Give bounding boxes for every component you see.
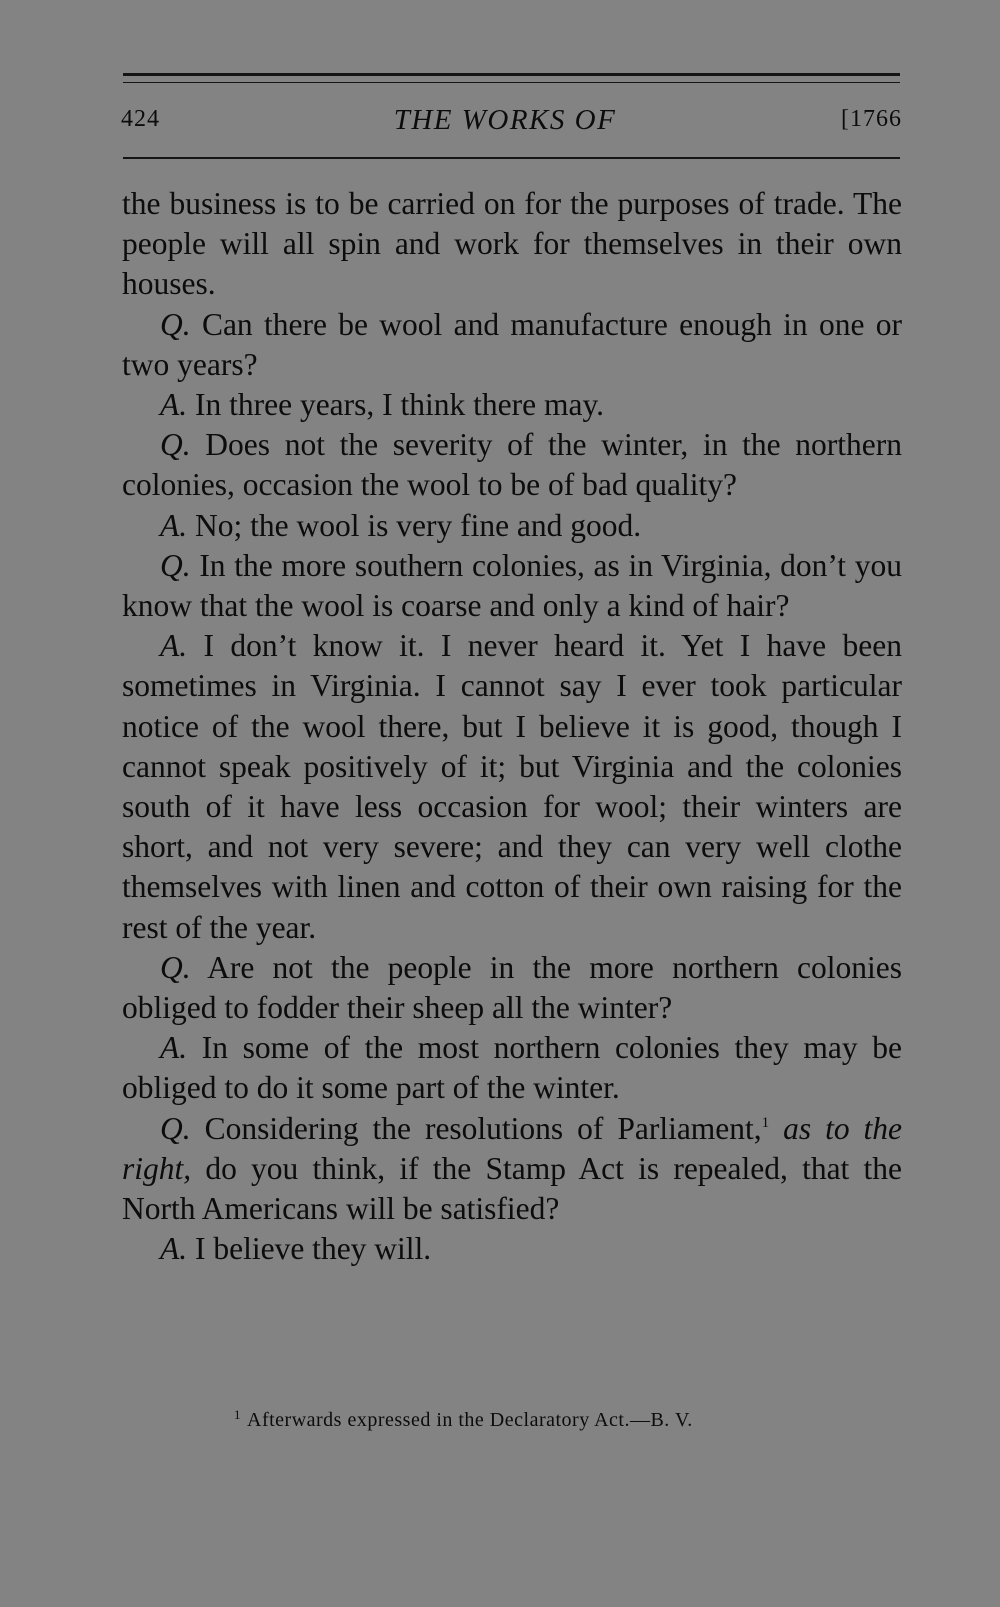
speaker-label: Q. [160,949,191,985]
header-rule [123,157,900,159]
question-text: Considering the resolutions of Parliament, [204,1110,762,1146]
top-rule-thin [123,82,900,83]
answer-text: In three years, I think there may. [195,387,605,423]
footnote-marker: 1 [234,1407,241,1422]
question-text-continued: do you think, if the Stamp Act is repealed, that the North Americans will be satisfied? [122,1150,902,1227]
question-2 [122,425,902,505]
answer-text: No; the wool is very fine and good. [195,507,642,543]
question-5 [122,1109,902,1230]
question-text: Does not the severity of the winter, in the northern colonies, occasion the wool to be of bad quality? [122,427,902,503]
answer-2 [122,506,902,546]
top-rule-thick [123,73,900,76]
answer-text: I don’t know it. I never heard it. Yet I have been sometimes in Virginia. I cannot say I ever took particular notice of the wool there, but I believe it is good, though I cannot speak positively of it; but Virginia and the colonies south of it have less occasion for wool; their winters are short, and not very severe; and they can very well clothe themselves with linen and cotton of their own raising for the rest of the year. [122,628,903,945]
answer-4 [122,1028,902,1108]
answer-1 [122,385,902,425]
speaker-label: A. [160,387,188,423]
italic-phrase: as to the right, [122,1110,903,1186]
answer-3 [122,626,902,948]
speaker-label: A. [160,1231,188,1267]
question-text: Can there be wool and manufacture enough in one or two years? [122,306,902,382]
running-head: THE WORKS OF [393,104,617,136]
speaker-label: A. [160,1030,188,1066]
page-number: 424 [121,106,160,132]
answer-text: In some of the most northern colonies they may be obliged to do it some part of the winter. [122,1030,903,1106]
footnote-text: Afterwards expressed in the Declaratory Act.—B. V. [247,1409,693,1431]
body-text [122,184,902,1269]
footnote [234,1409,894,1432]
question-text: In the more southern colonies, as in Virginia, don’t you know that the wool is coarse and only a kind of hair? [122,547,902,624]
answer-text: I believe they will. [195,1231,432,1267]
answer-5 [122,1229,902,1269]
paragraph-continuation: the business is to be carried on for the purposes of trade. The people will all spin and work for themselves in their own houses. [122,186,902,302]
question-4 [122,948,902,1028]
speaker-label: Q. [160,306,191,342]
speaker-label: Q. [160,1110,191,1146]
question-1 [122,305,902,385]
speaker-label: Q. [160,547,191,583]
question-text: Are not the people in the more northern colonies obliged to fodder their sheep all the winter? [122,949,903,1026]
speaker-label: A. [160,628,188,664]
speaker-label: Q. [160,427,191,463]
year-mark: [1766 [841,106,902,132]
question-3 [122,546,902,626]
footnote-reference: 1 [761,1114,770,1131]
speaker-label: A. [160,507,188,543]
